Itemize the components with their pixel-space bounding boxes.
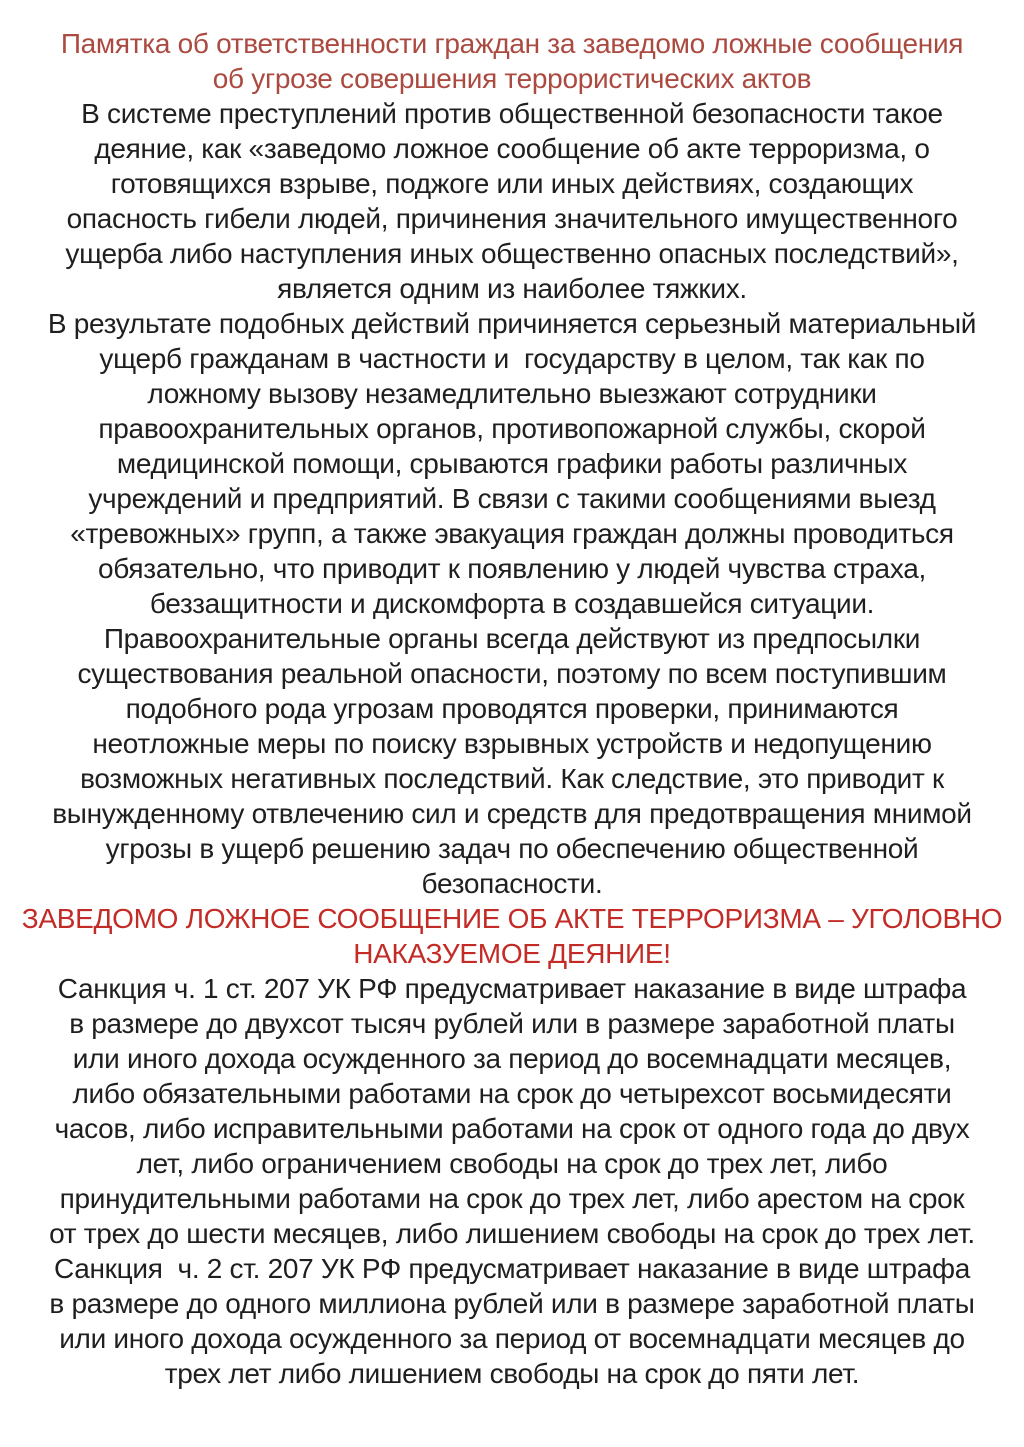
heading-line: ЗАВЕДОМО ЛОЖНОЕ СООБЩЕНИЕ ОБ АКТЕ ТЕРРОРИЗМА – УГОЛОВНО [21, 903, 1003, 934]
paragraph-law-enforcement [0, 621, 1024, 901]
text-line: неотложные меры по поиску взрывных устройств и недопущению [92, 728, 932, 759]
text-line: существования реальной опасности, поэтому по всем поступившим [77, 658, 947, 689]
text-line: готовящихся взрыве, поджоге или иных действиях, создающих [110, 168, 914, 199]
text-line: в размере до двухсот тысяч рублей или в размере заработной платы [69, 1008, 955, 1039]
text-line: ущерба либо наступления иных общественно опасных последствий», [65, 238, 959, 269]
text-line: правоохранительных органов, противопожарной службы, скорой [98, 413, 926, 444]
text-line: безопасности. [421, 868, 603, 899]
text-line: опасность гибели людей, причинения значительного имущественного [66, 203, 958, 234]
text-line: обязательно, что приводит к появлению у людей чувства страха, [98, 553, 926, 584]
paragraph-sanction-part1 [0, 971, 1024, 1251]
paragraph-consequences [0, 306, 1024, 621]
text-line: Санкция ч. 2 ст. 207 УК РФ предусматривает наказание в виде штрафа [54, 1253, 970, 1284]
text-line: угрозы в ущерб решению задач по обеспечению общественной [105, 833, 919, 864]
text-line: вынужденному отвлечению сил и средств для предотвращения мнимой [52, 798, 972, 829]
text-line: «тревожных» групп, а также эвакуация граждан должны проводиться [70, 518, 954, 549]
text-line: или иного дохода осужденного за период от восемнадцати месяцев до [59, 1323, 965, 1354]
text-line: является одним из наиболее тяжких. [277, 273, 747, 304]
text-line: беззащитности и дискомфорта в создавшейся ситуации. [149, 588, 875, 619]
text-line: подобного рода угрозам проводятся проверки, принимаются [125, 693, 899, 724]
memo-title [0, 26, 1024, 96]
text-line: ущерб гражданам в частности и государству в целом, так как по [99, 343, 925, 374]
paragraph-system-of-crimes [0, 96, 1024, 306]
text-line: либо обязательными работами на срок до четырехсот восьмидесяти [72, 1078, 952, 1109]
text-line: лет, либо ограничением свободы на срок до трех лет, либо [136, 1148, 888, 1179]
text-line: В системе преступлений против общественной безопасности такое [81, 98, 943, 129]
paragraph-sanction-part2 [0, 1251, 1024, 1391]
text-line: трех лет либо лишением свободы на срок до пяти лет. [164, 1358, 860, 1389]
text-line: от трех до шести месяцев, либо лишением свободы на срок до трех лет. [49, 1218, 975, 1249]
text-line: ложному вызову незамедлительно выезжают сотрудники [147, 378, 877, 409]
text-line: Правоохранительные органы всегда действуют из предпосылки [103, 623, 921, 654]
text-line: медицинской помощи, срываются графики работы различных [116, 448, 908, 479]
title-line: об угрозе совершения террористических актов [212, 63, 812, 94]
text-line: в размере до одного миллиона рублей или в размере заработной платы [49, 1288, 975, 1319]
heading-line: НАКАЗУЕМОЕ ДЕЯНИЕ! [353, 938, 671, 969]
text-line: или иного дохода осужденного за период до восемнадцати месяцев, [72, 1043, 952, 1074]
criminal-liability-heading [0, 901, 1024, 971]
text-line: принудительными работами на срок до трех лет, либо арестом на срок [59, 1183, 965, 1214]
text-line: часов, либо исправительными работами на срок от одного года до двух [54, 1113, 970, 1144]
text-line: возможных негативных последствий. Как следствие, это приводит к [80, 763, 944, 794]
text-line: деяние, как «заведомо ложное сообщение об акте терроризма, о [94, 133, 930, 164]
title-line: Памятка об ответственности граждан за заведомо ложные сообщения [60, 28, 964, 59]
text-line: учреждений и предприятий. В связи с такими сообщениями выезд [88, 483, 936, 514]
text-line: Санкция ч. 1 ст. 207 УК РФ предусматривает наказание в виде штрафа [57, 973, 967, 1004]
text-line: В результате подобных действий причиняется серьезный материальный [47, 308, 977, 339]
